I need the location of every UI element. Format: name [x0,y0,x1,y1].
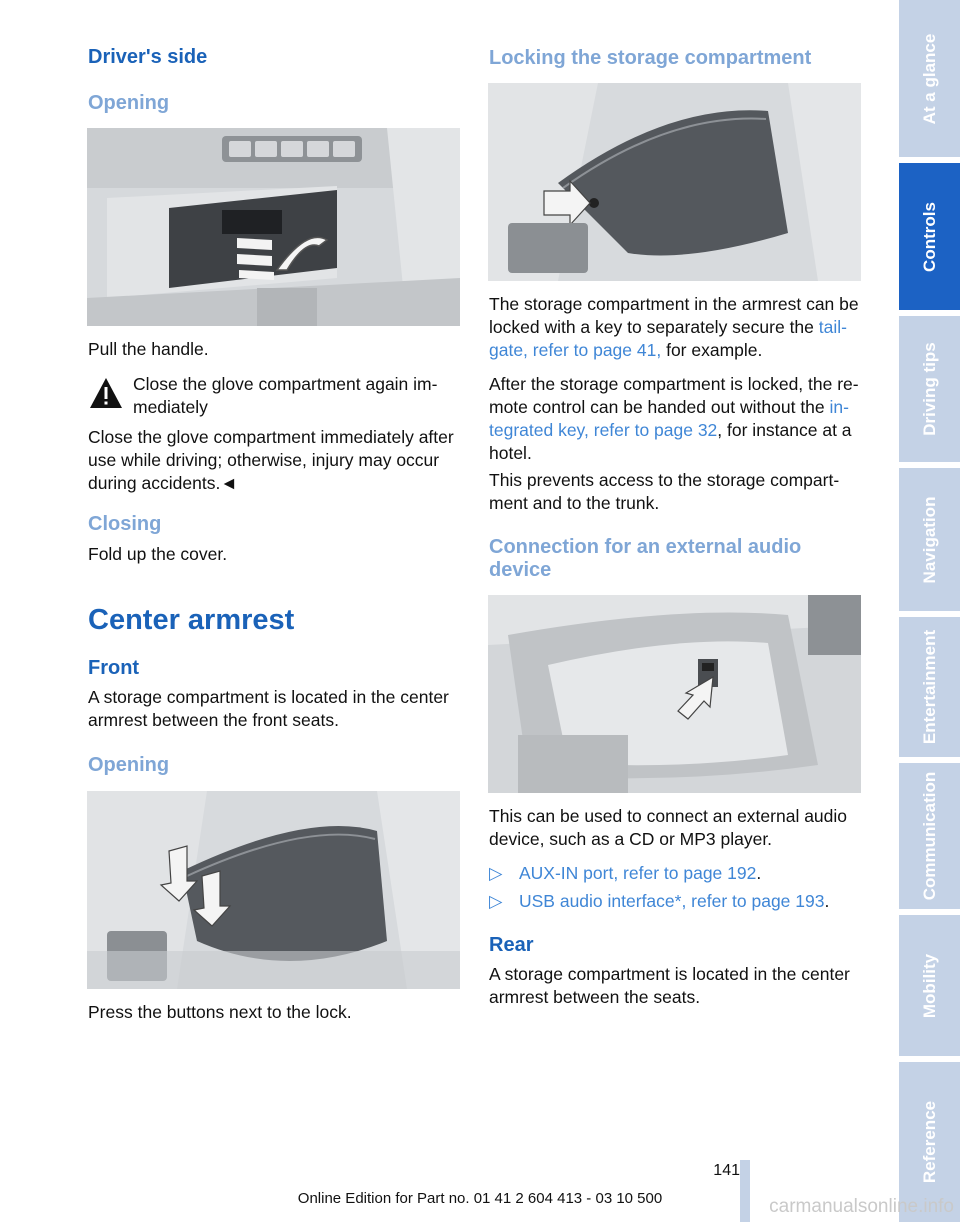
lock-p1-text: locked with a key to separately secure the [489,317,819,337]
heading-locking: Locking the storage compartment [489,47,812,69]
tab-label: Entertainment [919,629,939,745]
front-text-line-2: armrest between the front seats. [88,710,339,730]
lock-p3-line-1: This prevents access to the storage compart- [489,470,840,490]
locking-photo [488,83,861,281]
conn-text-line-2: device, such as a CD or MP3 player. [489,829,773,849]
warning-title-line-1: Close the glove compartment again im- [133,374,438,394]
tab-label: At a glance [919,33,939,124]
tab-communication[interactable] [899,763,960,909]
bullet-triangle-icon: ▷ [489,863,503,883]
audio-connection-photo [488,595,861,793]
usb-audio-link[interactable]: USB audio interface*, refer to page 193 [519,891,825,911]
text-fold-cover: Fold up the cover. [88,544,228,564]
tab-driving-tips[interactable] [899,316,960,462]
tab-at-a-glance[interactable] [899,0,960,157]
heading-connection-line-2: device [489,559,552,581]
page-number: 141 [713,1162,740,1179]
rear-text-line-2: armrest between the seats. [489,987,701,1007]
bullet-1-end: . [756,863,762,883]
tab-navigation[interactable] [899,468,960,611]
chapter-sidebar [899,0,960,1222]
tab-controls[interactable] [899,163,960,310]
lock-p2-line-1: After the storage compartment is locked, the re- [489,374,859,394]
lock-p3-line-2: ment and to the trunk. [489,493,660,513]
tab-label: Navigation [919,496,939,583]
tailgate-link[interactable]: tail- [818,317,847,337]
bullet-aux-in [489,862,761,885]
heading-front: Front [88,657,140,679]
tab-label: Reference [919,1100,939,1184]
bullet-usb-audio [489,890,829,913]
warning-triangle-icon [88,376,124,410]
lock-p1-line-3 [489,339,762,362]
tab-label: Mobility [919,953,939,1018]
rear-text-line-1: A storage compartment is located in the center [489,964,850,984]
warning-body-line-2: use while driving; otherwise, injury may occur [88,450,440,470]
online-edition-footer: Online Edition for Part no. 01 41 2 604 413 - 03 10 500 [297,1190,663,1207]
glove-compartment-photo [87,128,460,326]
tailgate-link-cont[interactable]: gate, refer to page 41, [489,340,662,360]
subheading-opening-armrest: Opening [88,754,170,776]
heading-connection-line-1: Connection for an external audio [489,536,802,558]
heading-center-armrest: Center armrest [88,604,295,636]
tab-label: Driving tips [919,342,939,436]
bullet-2-end: . [824,891,830,911]
lock-p2-cont: , for instance at a [717,420,852,440]
lock-p1-line-2 [489,316,847,339]
text-press-buttons: Press the buttons next to the lock. [88,1002,352,1022]
lock-p1-end: for example. [661,340,763,360]
lock-p2-line-4: hotel. [489,443,532,463]
tab-entertainment[interactable] [899,617,960,757]
bullet-triangle-icon: ▷ [489,891,503,911]
heading-drivers-side: Driver's side [88,46,208,68]
lock-p1-line-1: The storage compartment in the armrest can be [489,294,859,314]
subheading-opening: Opening [88,92,170,114]
warning-body-line-3: during accidents.◄ [88,473,238,493]
integrated-key-link[interactable]: in- [829,397,849,417]
armrest-opening-photo [87,791,460,989]
lock-p2-text: mote control can be handed out without the [489,397,830,417]
warning-body-line-1: Close the glove compartment immediately after [88,427,454,447]
watermark: carmanualsonline.info [769,1196,954,1217]
lock-p2-line-2 [489,396,849,419]
warning-title-line-2: mediately [133,397,208,417]
lock-p2-line-3 [489,419,852,442]
tab-label: Controls [919,201,939,272]
conn-text-line-1: This can be used to connect an external audio [489,806,848,826]
subheading-closing: Closing [88,513,162,535]
tab-label: Communication [919,771,939,901]
heading-rear: Rear [489,934,534,956]
integrated-key-link-cont[interactable]: tegrated key, refer to page 32 [489,420,718,440]
aux-in-link[interactable]: AUX-IN port, refer to page 192 [519,863,757,883]
text-pull-handle: Pull the handle. [88,339,209,359]
tab-mobility[interactable] [899,915,960,1056]
front-text-line-1: A storage compartment is located in the center [88,687,449,707]
